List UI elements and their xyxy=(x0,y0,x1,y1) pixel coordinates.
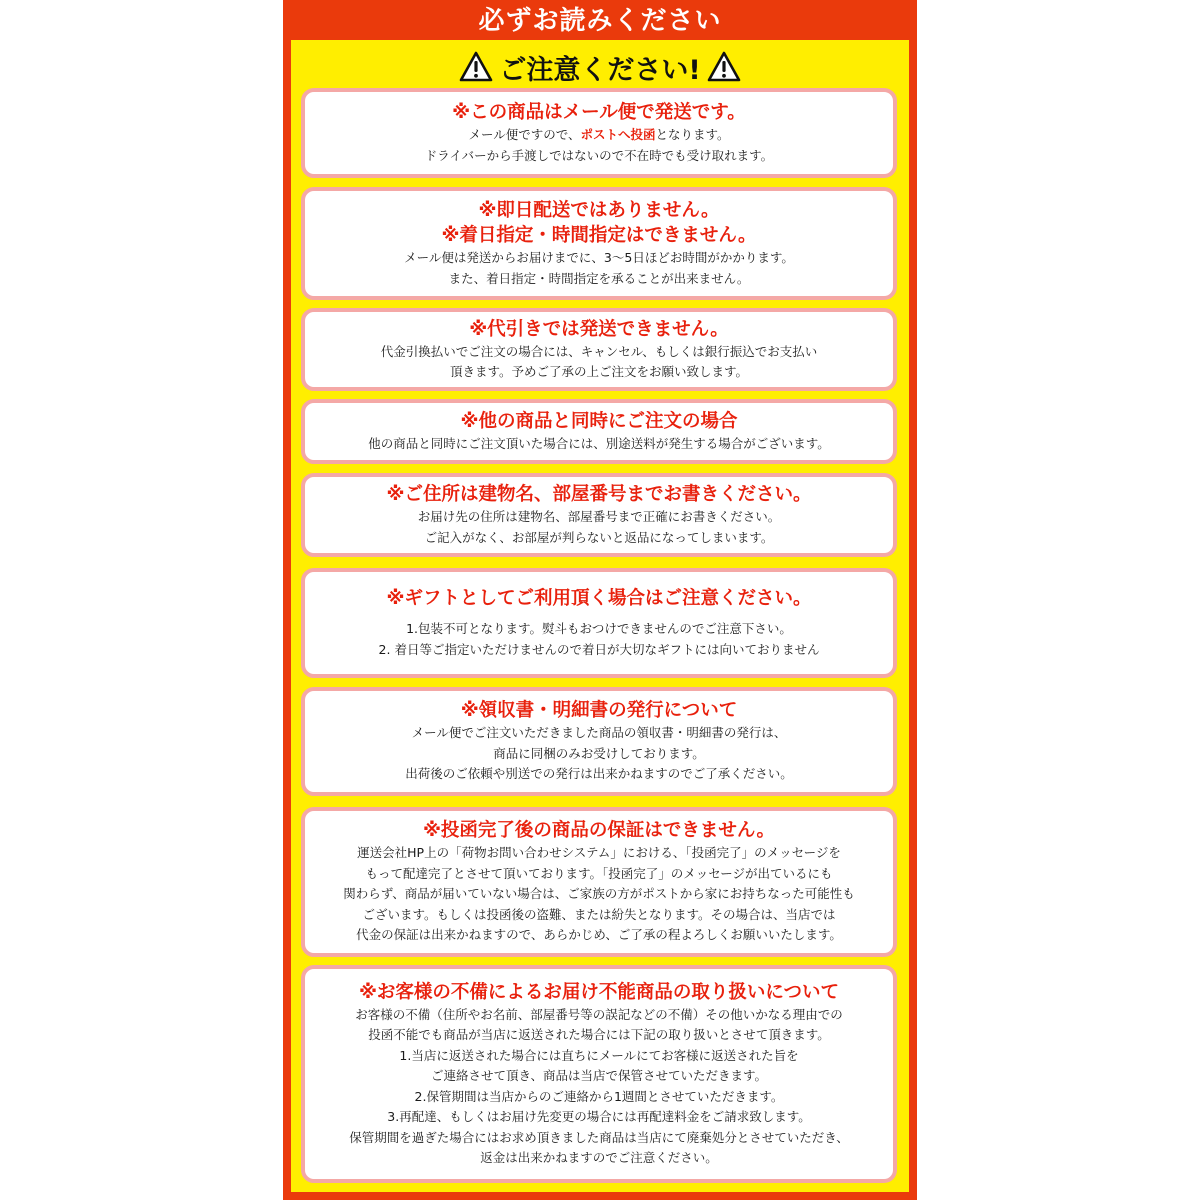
card-text: 商品に同梱のみお受けしております。 xyxy=(493,745,705,761)
card-text: ご連絡させて頂き、商品は当店で保管させていただきます。 xyxy=(430,1068,767,1083)
card-text: 1.包装不可となります。熨斗もおつけできませんのでご注意下さい。 xyxy=(406,621,792,636)
card-heading: ※この商品はメール便で発送です。 xyxy=(452,102,746,123)
card-text: ご記入がなく、お部屋が判らないと返品になってしまいます。 xyxy=(424,529,774,545)
notice-card-undeliverable xyxy=(301,965,897,1183)
caution-heading xyxy=(291,46,909,88)
card-text: 2.保管期間は当店からのご連絡から1週間とさせていただきます。 xyxy=(414,1088,784,1104)
card-text: もって配達完了とさせて頂いております。「投函完了」のメッセージが出ているにも xyxy=(365,865,833,881)
page-title: 必ずお読みください xyxy=(478,6,722,36)
warning-triangle-icon xyxy=(459,50,493,84)
card-text: お客様の不備（住所やお名前、部屋番号等の誤記などの不備）その他いかなる理由での xyxy=(355,1006,843,1022)
card-text: メール便ですので、ポストへ投函となります。 xyxy=(468,127,730,142)
card-heading: ※着日指定・時間指定はできません。 xyxy=(441,225,757,246)
notice-card-combined-order xyxy=(301,399,897,464)
notice-panel xyxy=(283,0,917,1200)
card-heading: ※即日配送ではありません。 xyxy=(478,200,720,221)
card-text: 代金引換払いでご注文の場合には、キャンセル、もしくは銀行振込でお支払い xyxy=(380,343,818,359)
card-heading: ※代引きでは発送できません。 xyxy=(469,318,729,340)
card-text: 3.再配達、もしくはお届け先変更の場合には再配達料金をご請求致します。 xyxy=(387,1109,811,1124)
card-heading: ※ご住所は建物名、部屋番号までお書きください。 xyxy=(386,484,812,505)
card-text: お届け先の住所は建物名、部屋番号まで正確にお書きください。 xyxy=(417,509,781,524)
card-text: 1.当店に返送された場合には直ちにメールにてお客様に返送された旨を xyxy=(399,1047,799,1063)
card-heading: ※投函完了後の商品の保証はできません。 xyxy=(422,820,776,842)
notice-card-address xyxy=(301,473,897,557)
card-text: メール便は発送からお届けまでに、3〜5日ほどお時間がかかります。 xyxy=(404,250,794,265)
card-text: 他の商品と同時にご注文頂いた場合には、別途送料が発生する場合がございます。 xyxy=(368,435,830,451)
notice-card-mail-delivery xyxy=(301,88,897,178)
card-heading: ※ギフトとしてご利用頂く場合はご注意ください。 xyxy=(386,588,812,609)
card-text: ございます。もしくは投函後の盗難、または紛失となります。その場合は、当店では xyxy=(362,906,836,922)
notice-body xyxy=(291,40,909,1192)
card-text: 出荷後のご依頼や別送での発行は出来かねますのでご了承ください。 xyxy=(405,766,793,782)
card-text: また、着日指定・時間指定を承ることが出来ません。 xyxy=(448,270,750,286)
notice-card-gift xyxy=(301,568,897,678)
card-text: 関わらず、商品が届いていない場合は、ご家族の方がポストから家にお持ちなった可能性も xyxy=(343,886,855,902)
card-text: 2. 着日等ご指定いただけませんので着日が大切なギフトには向いておりません xyxy=(378,641,820,657)
card-text: 運送会社HP上の「荷物お問い合わせシステム」における、「投函完了」のメッセージを xyxy=(357,845,841,861)
card-text: 保管期間を過ぎた場合にはお求め頂きました商品は当店にて廃棄処分とさせていただき、 xyxy=(349,1129,849,1145)
card-heading: ※領収書・明細書の発行について xyxy=(460,700,738,722)
card-heading: ※他の商品と同時にご注文の場合 xyxy=(460,410,738,432)
notice-card-cod xyxy=(301,308,897,391)
caution-text: ご注意ください! xyxy=(499,54,701,86)
card-text: 投函不能でも商品が当店に返送された場合には下記の取り扱いとさせて頂きます。 xyxy=(368,1027,830,1042)
card-text: メール便でご注文いただきました商品の領収書・明細書の発行は、 xyxy=(411,725,787,741)
card-text: ドライバーから手渡しではないので不在時でも受け取れます。 xyxy=(424,147,774,163)
highlight-text: ポストへ投函 xyxy=(580,127,656,142)
card-text: 代金の保証は出来かねますので、あらかじめ、ご了承の程よろしくお願いいたします。 xyxy=(356,927,842,943)
notice-card-receipt xyxy=(301,687,897,796)
card-heading: ※お客様の不備によるお届け不能商品の取り扱いについて xyxy=(358,981,840,1003)
warning-triangle-icon xyxy=(707,50,741,84)
card-text: 頂きます。予めご了承の上ご注文をお願い致します。 xyxy=(449,364,748,379)
notice-card-delivery-date xyxy=(301,187,897,300)
notice-card-delivery-guarantee xyxy=(301,807,897,957)
card-text: 返金は出来かねますのでご注意ください。 xyxy=(480,1150,718,1165)
